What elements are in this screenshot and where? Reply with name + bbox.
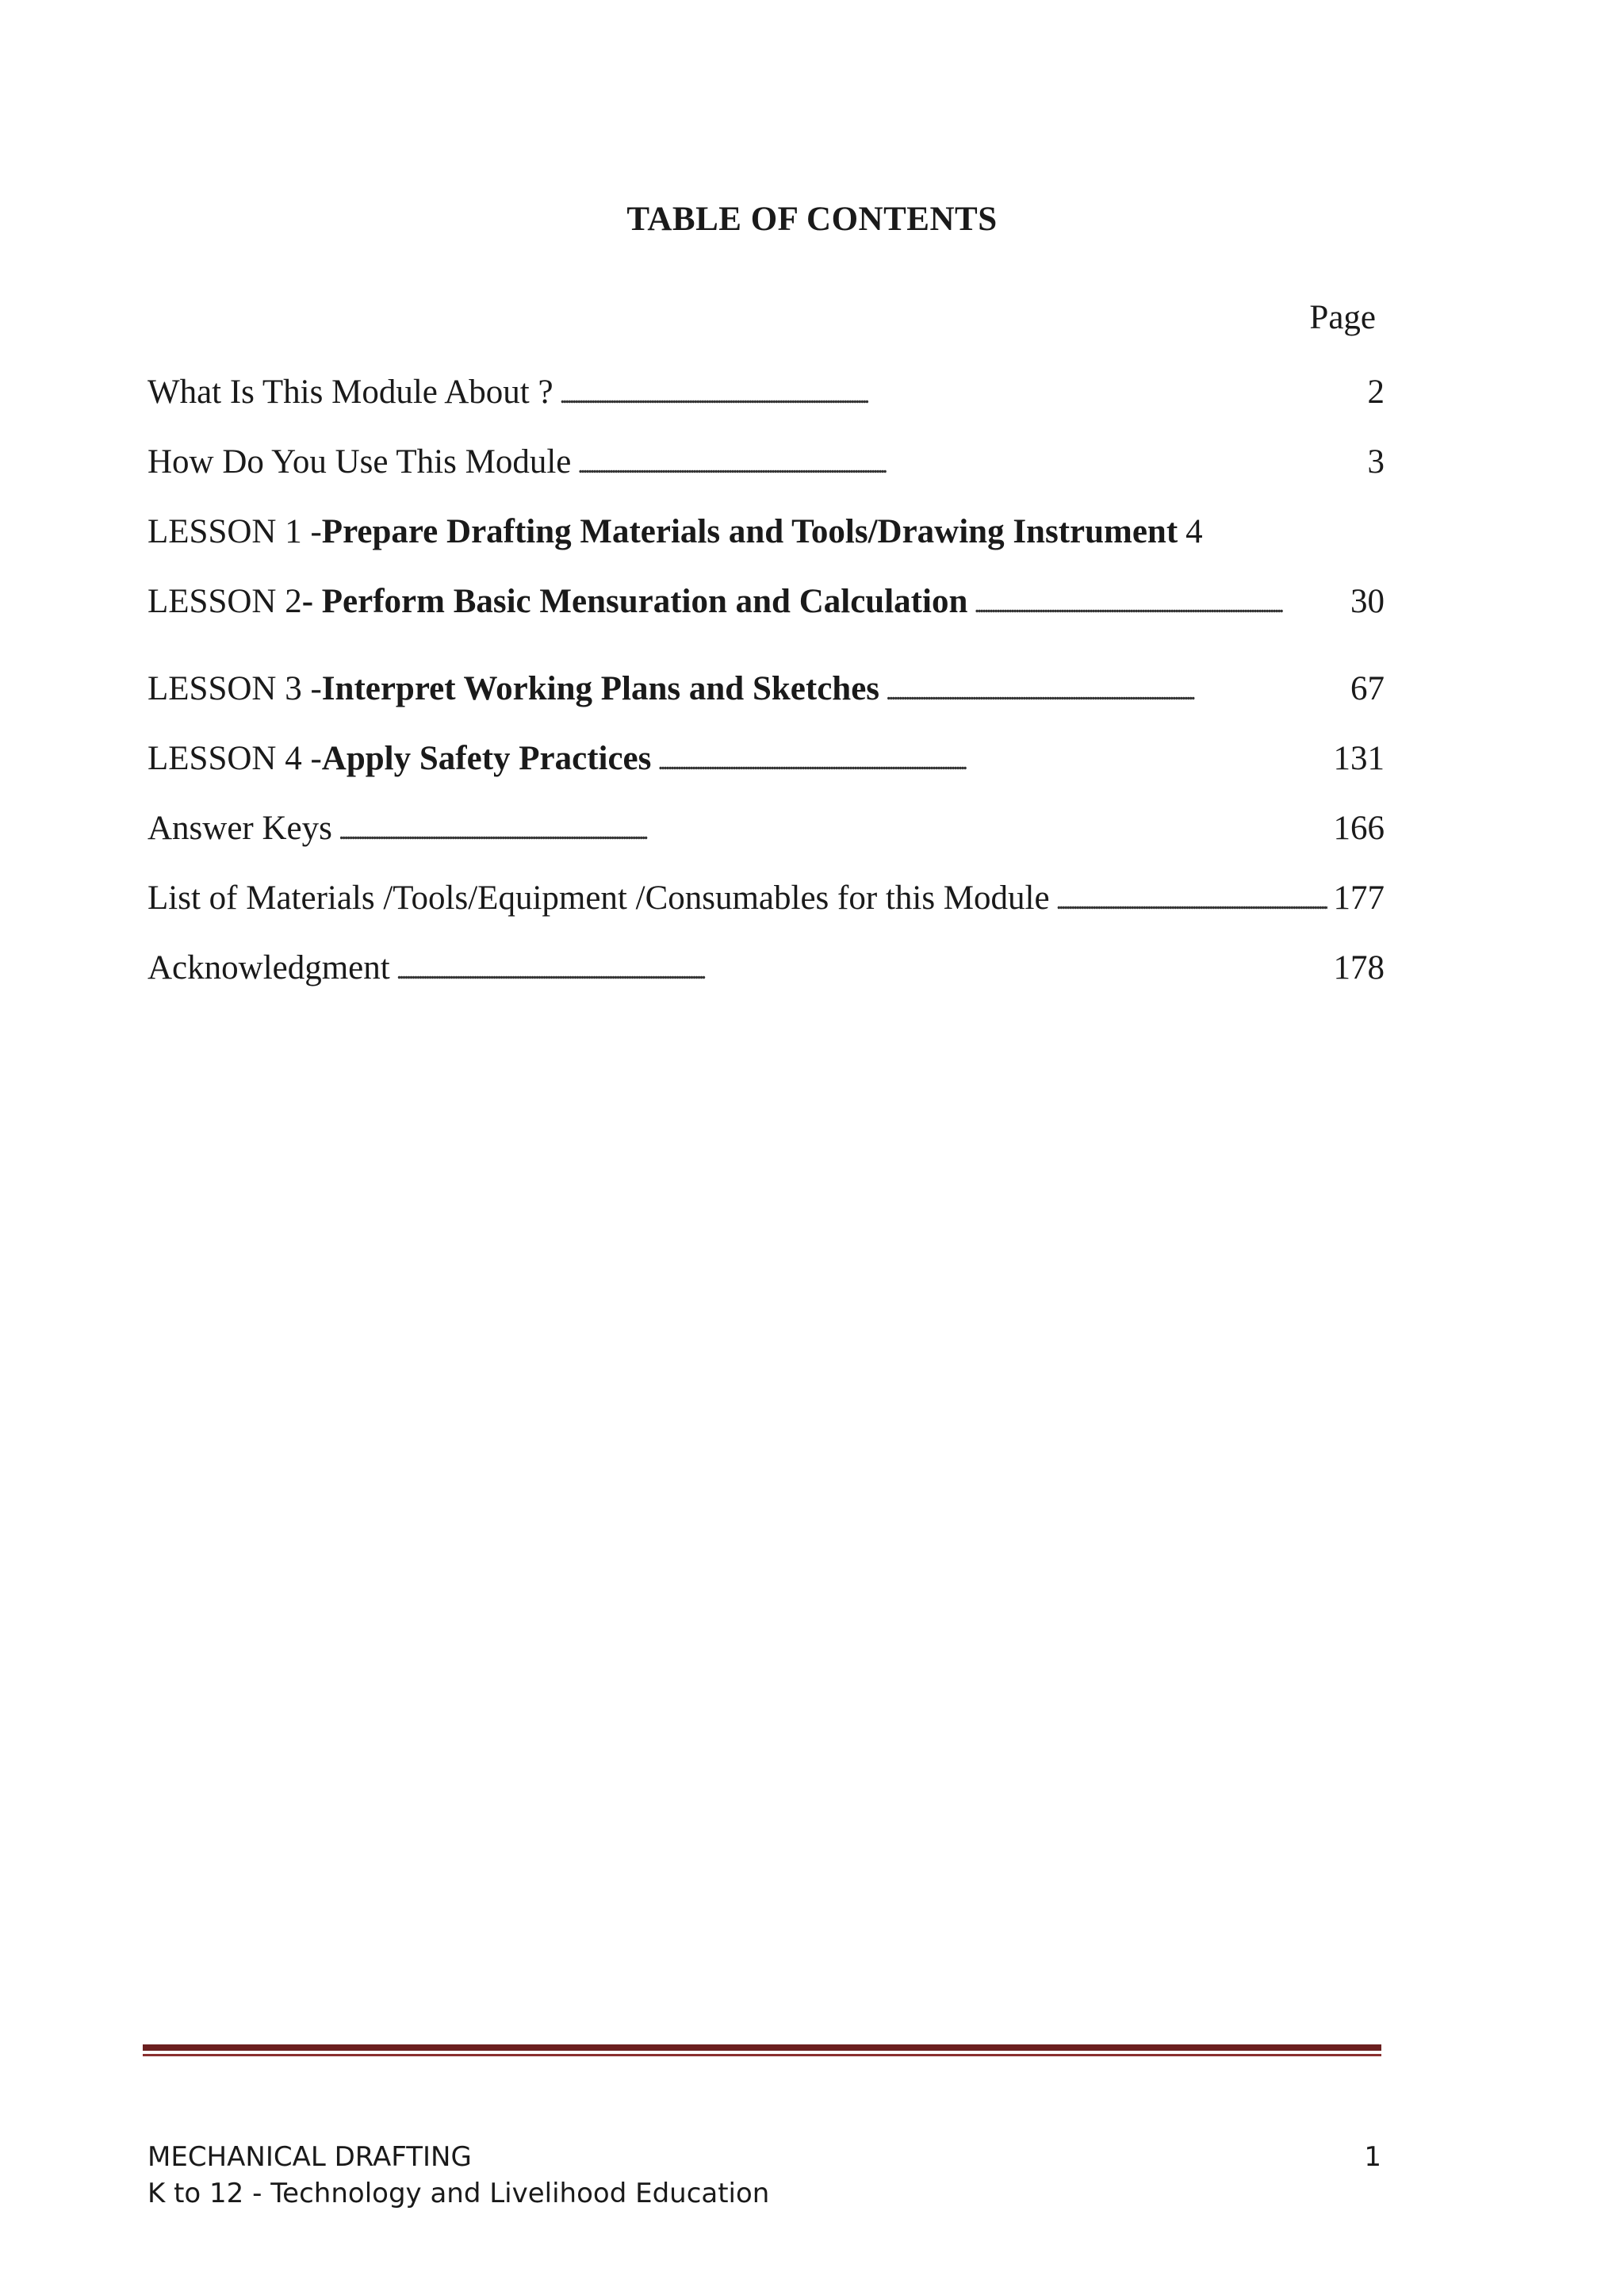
footer-divider-thick	[143, 2044, 1381, 2051]
toc-entry-lesson-number: LESSON 3 -	[147, 670, 322, 707]
toc-entry-label: What Is This Module About ?	[147, 374, 553, 411]
toc-entry-lesson-title: Apply Safety Practices	[321, 740, 652, 777]
toc-entry-page: 166	[1333, 810, 1385, 847]
dot-leader	[1056, 879, 1327, 918]
dot-leader	[396, 948, 1327, 987]
toc-entry-page: 131	[1333, 740, 1385, 777]
footer-divider-thin	[143, 2054, 1381, 2056]
toc-entry-label: How Do You Use This Module	[147, 443, 572, 481]
toc-entry-acknowledgment	[147, 948, 1385, 1018]
toc-entry-how-to-use	[147, 443, 1385, 512]
toc-entry-answer-keys	[147, 809, 1385, 879]
toc-list	[147, 373, 1385, 1018]
toc-entry-lesson-number: LESSON 2	[147, 583, 302, 620]
dot-leader	[886, 669, 1344, 708]
toc-entry-lesson-title: Prepare Drafting Materials and Tools/Drawing Instrument	[321, 513, 1178, 550]
toc-entry-lesson-3	[147, 669, 1385, 739]
toc-entry-lesson-number: LESSON 1 -	[147, 513, 322, 550]
footer-divider	[143, 2044, 1381, 2057]
toc-entry-module-about	[147, 373, 1385, 443]
dot-leader	[577, 443, 1361, 481]
footer-page-number: 1	[1364, 2141, 1381, 2173]
page-column-label: Page	[1309, 299, 1376, 336]
footer-module-title: MECHANICAL DRAFTING	[147, 2141, 472, 2173]
toc-entry-lesson-2	[147, 582, 1385, 652]
dot-leader	[560, 373, 1362, 412]
dot-leader	[974, 582, 1344, 621]
toc-entry-label: List of Materials /Tools/Equipment /Consumables for this Module	[147, 879, 1050, 917]
dot-leader	[657, 739, 1327, 778]
toc-entry-page: 178	[1333, 949, 1385, 987]
toc-entry-page: 67	[1350, 670, 1385, 707]
toc-entry-lesson-title: - Perform Basic Mensuration and Calculation	[301, 583, 968, 620]
toc-entry-list-of-materials	[147, 879, 1385, 948]
toc-entry-page: 2	[1367, 374, 1385, 411]
toc-entry-lesson-4	[147, 739, 1385, 809]
toc-entry-label: Acknowledgment	[147, 949, 390, 987]
toc-entry-lesson-number: LESSON 4 -	[147, 740, 322, 777]
toc-entry-page: 30	[1350, 583, 1385, 620]
toc-entry-page: 4	[1185, 513, 1203, 550]
toc-entry-lesson-title: Interpret Working Plans and Sketches	[321, 670, 880, 707]
footer-subtitle: K to 12 - Technology and Livelihood Education	[147, 2178, 770, 2209]
toc-entry-lesson-1	[147, 512, 1385, 582]
toc-title: TABLE OF CONTENTS	[626, 201, 998, 238]
toc-entry-page: 177	[1333, 879, 1385, 917]
toc-entry-label: Answer Keys	[147, 810, 332, 847]
toc-entry-page: 3	[1367, 443, 1385, 481]
dot-leader	[339, 809, 1327, 848]
